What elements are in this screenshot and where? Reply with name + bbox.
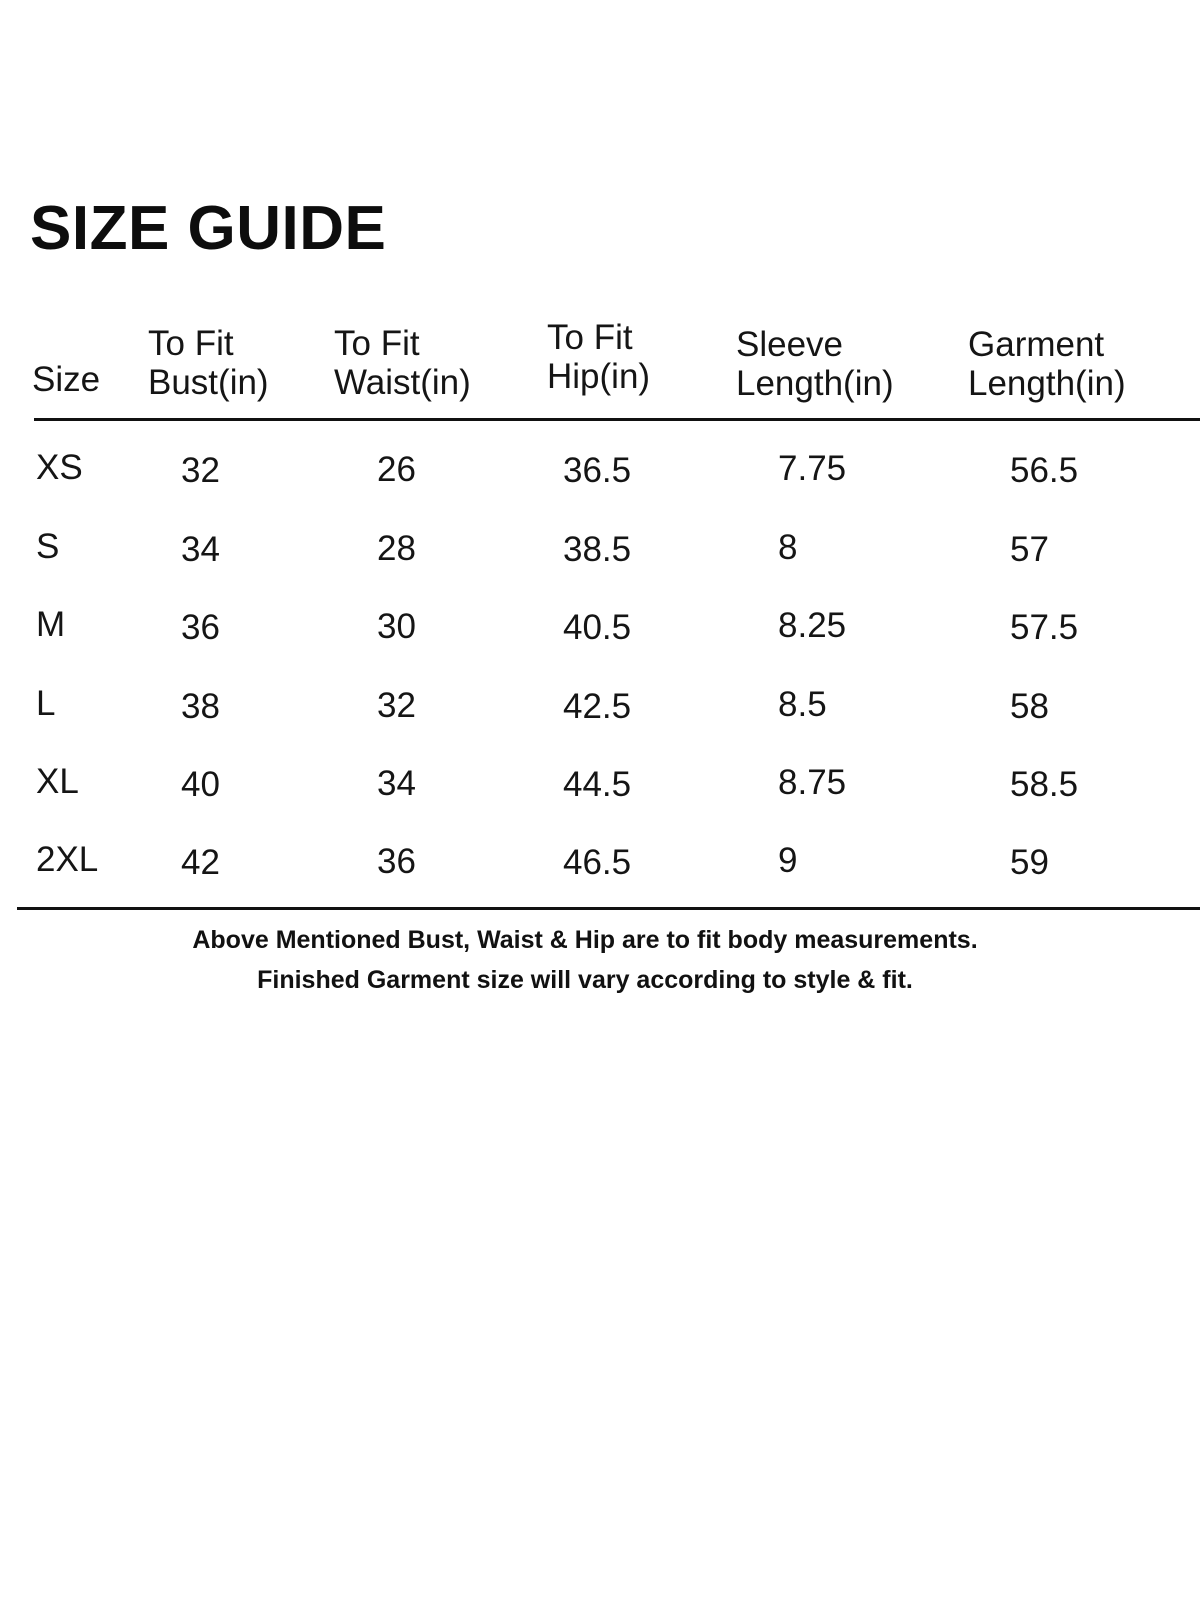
cell-sleeve: 8.75 [778, 763, 847, 802]
header-garment-line2: Length(in) [968, 364, 1126, 403]
header-bust-line2: Bust(in) [148, 363, 269, 402]
cell-bust: 34 [181, 530, 220, 569]
cell-hip: 46.5 [563, 843, 632, 882]
cell-size: XS [36, 448, 83, 487]
footnote-line-2: Finished Garment size will vary according to style & fit. [257, 966, 913, 994]
cell-sleeve: 8.5 [778, 685, 827, 724]
header-waist-line1: To Fit [334, 324, 420, 363]
cell-size: XL [36, 762, 79, 801]
cell-sleeve: 8.25 [778, 606, 847, 645]
page-title: SIZE GUIDE [30, 194, 387, 263]
cell-waist: 30 [377, 607, 416, 646]
cell-bust: 36 [181, 608, 220, 647]
header-sleeve [736, 325, 894, 403]
cell-garment: 57 [1010, 530, 1049, 569]
cell-hip: 38.5 [563, 530, 632, 569]
cell-size: M [36, 605, 66, 644]
header-hip-line1: To Fit [547, 318, 633, 357]
header-garment-line1: Garment [968, 325, 1105, 364]
cell-waist: 34 [377, 764, 416, 803]
header-garment [968, 325, 1126, 403]
cell-garment: 59 [1010, 843, 1049, 882]
cell-garment: 56.5 [1010, 451, 1079, 490]
cell-hip: 42.5 [563, 687, 632, 726]
footnote-line-1: Above Mentioned Bust, Waist & Hip are to fit body measurements. [192, 926, 978, 954]
header-bust [148, 324, 269, 402]
cell-sleeve: 8 [778, 528, 798, 567]
header-size-line1 [32, 321, 100, 360]
header-hip [547, 318, 650, 396]
cell-garment: 58 [1010, 687, 1049, 726]
cell-size: S [36, 527, 60, 566]
header-waist-line2: Waist(in) [334, 363, 471, 402]
header-size [32, 321, 100, 399]
cell-bust: 40 [181, 765, 220, 804]
cell-waist: 26 [377, 450, 416, 489]
cell-size: 2XL [36, 840, 99, 879]
cell-waist: 28 [377, 529, 416, 568]
cell-hip: 44.5 [563, 765, 632, 804]
header-sleeve-line1: Sleeve [736, 325, 844, 364]
cell-garment: 57.5 [1010, 608, 1079, 647]
cell-size: L [36, 684, 56, 723]
cell-garment: 58.5 [1010, 765, 1079, 804]
cell-bust: 42 [181, 843, 220, 882]
cell-sleeve: 9 [778, 841, 798, 880]
cell-bust: 32 [181, 451, 220, 490]
header-waist [334, 324, 471, 402]
cell-hip: 36.5 [563, 451, 632, 490]
cell-hip: 40.5 [563, 608, 632, 647]
header-size-line2: Size [32, 360, 101, 399]
header-bust-line1: To Fit [148, 324, 234, 363]
header-hip-line2: Hip(in) [547, 357, 651, 396]
table-bottom-divider [17, 907, 1200, 910]
header-sleeve-line2: Length(in) [736, 364, 894, 403]
cell-sleeve: 7.75 [778, 449, 847, 488]
cell-bust: 38 [181, 687, 220, 726]
cell-waist: 32 [377, 686, 416, 725]
header-divider [34, 418, 1200, 421]
cell-waist: 36 [377, 842, 416, 881]
